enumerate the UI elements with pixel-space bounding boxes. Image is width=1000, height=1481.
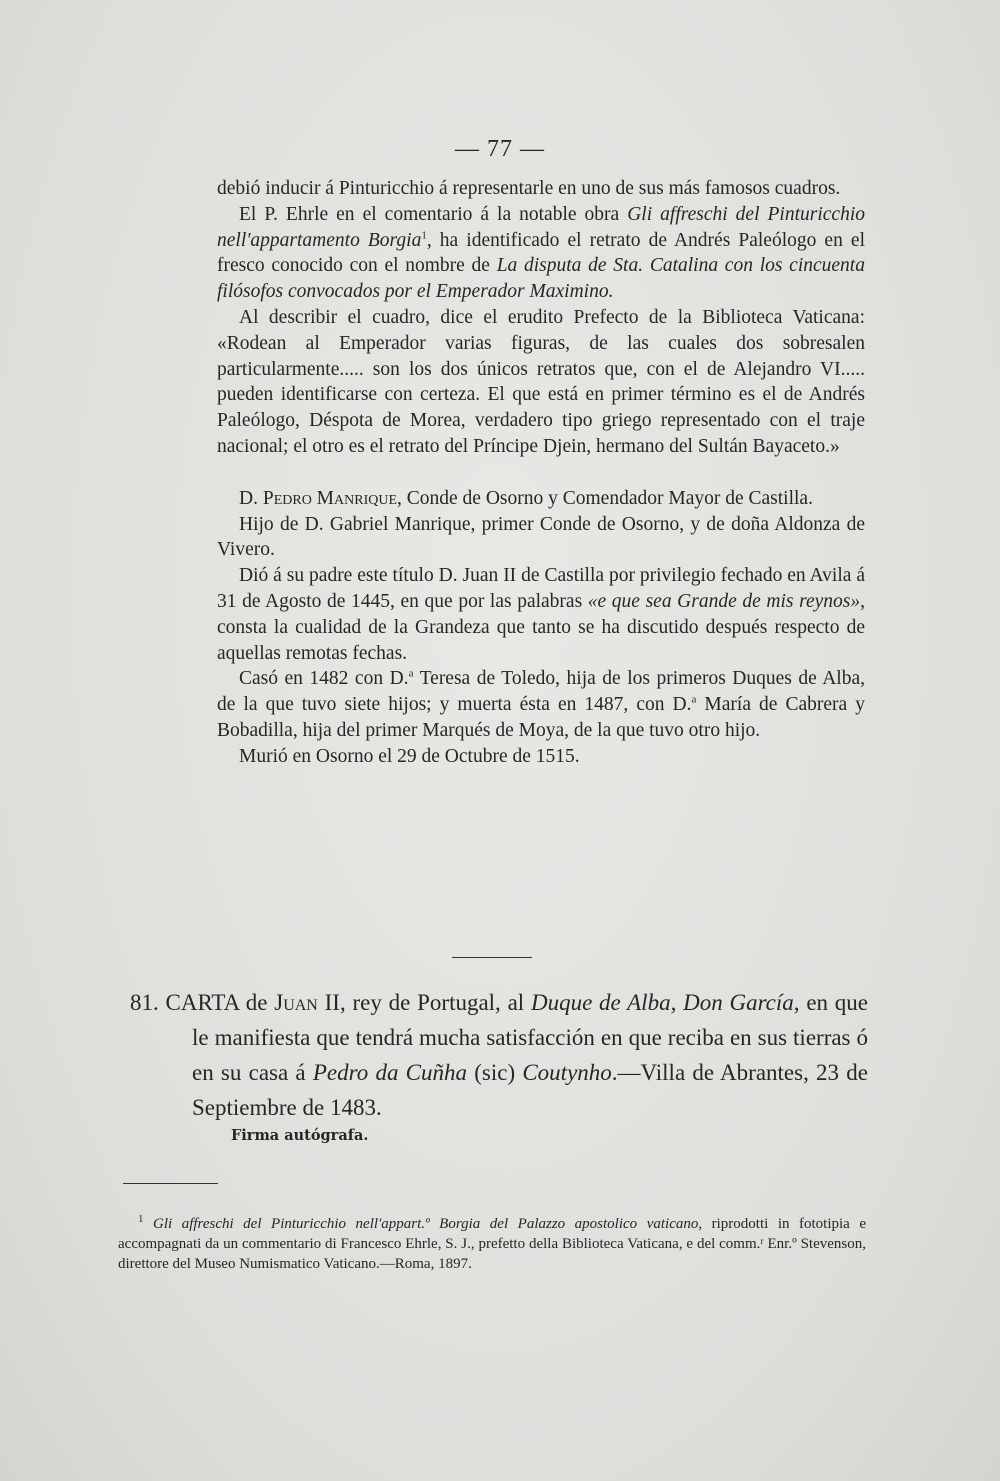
document-entry-81 xyxy=(130,985,868,1125)
p7-text-b: Teresa de Toledo, hija de los primeros Duques de Alba, de la que tuvo siete hijos; y muerta ésta en 1487, con D. xyxy=(217,668,865,716)
paragraph-8: Murió en Osorno el 29 de Octubre de 1515. xyxy=(239,745,580,767)
p7-text-c: María de Cabrera y Bobadilla, hija del primer Marqués de Moya, de la que tuvo otro hijo. xyxy=(217,694,865,741)
entry-text-g: (sic) xyxy=(467,1060,523,1085)
section-divider xyxy=(452,957,532,958)
entry-recipient: Duque de Alba, Don García xyxy=(530,990,794,1015)
p2-fresco-title: La disputa de Sta. Catalina con los cincuenta filósofos convocados por el Emperador Maximino. xyxy=(217,255,865,303)
p4-text-a: D. xyxy=(239,487,263,509)
page-number: — 77 — xyxy=(455,136,545,162)
main-text xyxy=(217,176,865,770)
entry-text-a: CARTA de xyxy=(158,990,275,1015)
footnote xyxy=(118,1214,866,1274)
paragraph-2 xyxy=(217,202,865,305)
entry-text-i: .—Villa de Abrantes, 23 de Septiembre de 1483. xyxy=(192,1060,868,1120)
footnote-ref[interactable]: 1 xyxy=(421,229,427,242)
entry-king-name: Juan xyxy=(274,990,318,1015)
footnote-work-title: Gli affreschi del Pinturicchio nell'appart.º Borgia del Palazzo apostolico vaticano xyxy=(153,1216,699,1232)
entry-number: 81. xyxy=(130,990,159,1015)
p7-text-a: Casó en 1482 con D. xyxy=(239,668,409,690)
entry-note: Firma autógrafa. xyxy=(231,1127,369,1144)
p4-text-c: , Conde de Osorno y Comendador Mayor de Castilla. xyxy=(397,487,813,509)
entry-person-1: Pedro da Cuñha xyxy=(312,1060,468,1085)
p2-text-c: , ha identificado el retrato de Andrés Paleólogo en el fresco conocido con el nombre de xyxy=(217,229,865,277)
p2-text-a: El P. Ehrle en el comentario á la notable obra xyxy=(239,203,628,225)
p6-text-a: Dió á su padre este título D. Juan II de Castilla por privilegio fechado en Avila á 31 de Agosto de 1445, en que por las palabras xyxy=(217,565,865,612)
footnote-divider xyxy=(123,1183,218,1184)
p6-quote: «e que sea Grande de mis reynos» xyxy=(587,590,861,612)
paragraph-4 xyxy=(217,486,865,512)
footnote-mark: 1 xyxy=(138,1213,144,1225)
paragraph-5: Hijo de D. Gabriel Manrique, primer Conde de Osorno, y de doña Aldonza de Vivero. xyxy=(217,513,865,561)
entry-text-e: , en que le manifiesta que tendrá mucha satisfacción en que reciba en sus tierras ó en su casa á xyxy=(192,990,869,1085)
entry-person-2: Coutynho xyxy=(522,1060,612,1085)
entry-text xyxy=(130,985,868,1125)
p7-sup-2: a xyxy=(691,693,697,706)
paragraph-7 xyxy=(217,666,865,743)
p7-sup-1: a xyxy=(408,667,414,680)
paragraph-3: Al describir el cuadro, dice el erudito Prefecto de la Biblioteca Vaticana: «Rodean al Emperador varias figuras, de las cuales dos sobresalen particularmente..... son los dos únicos retratos que, con el de Alejandro VI..... pueden identificarse con certeza. El que está en primer término es el de Andrés Paleólogo, Déspota de Morea, verdadero tipo griego representado con el traje nacional; el otro es el retrato del Príncipe Djein, hermano del Sultán Bayaceto.» xyxy=(217,306,865,457)
p6-text-c: , consta la cualidad de la Grandeza que tanto se ha discutido después respecto de aquellas remotas fechas. xyxy=(217,590,865,664)
entry-text-c: II, rey de Portugal, al xyxy=(317,990,531,1015)
footnote-text-b: , riprodotti in fototipia e accompagnati da un commentario di Francesco Ehrle, S. J., prefetto della Biblioteca Vaticana, e del comm.ʳ Enr.º Stevenson, direttore del Museo Numismatico Vaticano.—Roma, 1897. xyxy=(118,1216,867,1272)
footnote-text xyxy=(118,1214,866,1274)
paragraph-6 xyxy=(217,563,865,666)
p4-person-name: Pedro Manrique xyxy=(262,487,398,509)
p2-work-title: Gli affreschi del Pinturicchio nell'appartamento Borgia xyxy=(217,203,865,251)
paragraph-1: debió inducir á Pinturicchio á representarle en uno de sus más famosos cuadros. xyxy=(217,178,841,199)
